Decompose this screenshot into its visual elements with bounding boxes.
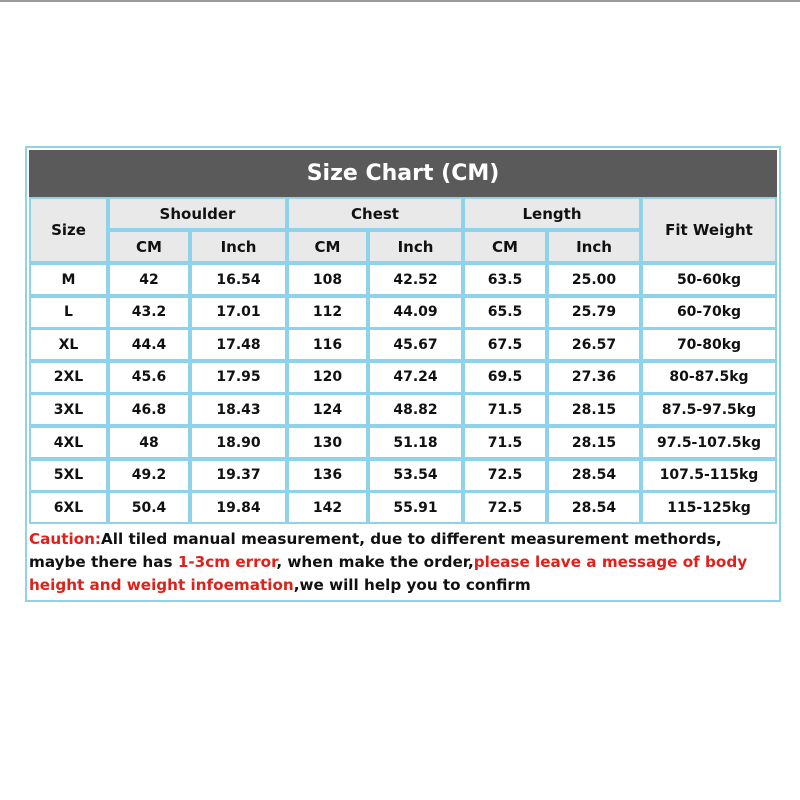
- chest-inch-cell: 42.52: [368, 263, 463, 296]
- chest-cm-cell: 120: [287, 361, 368, 394]
- caution-note: [29, 524, 777, 598]
- header-shoulder-cm: CM: [108, 230, 190, 263]
- size-cell: 6XL: [29, 491, 108, 524]
- caution-label: Caution:: [29, 530, 101, 548]
- length-cm-cell: 72.5: [463, 491, 547, 524]
- length-cm-cell: 71.5: [463, 426, 547, 459]
- length-cm-cell: 67.5: [463, 328, 547, 361]
- size-cell: L: [29, 296, 108, 329]
- size-cell: XL: [29, 328, 108, 361]
- chest-inch-cell: 48.82: [368, 393, 463, 426]
- chest-cm-cell: 142: [287, 491, 368, 524]
- chest-inch-cell: 47.24: [368, 361, 463, 394]
- length-cm-cell: 69.5: [463, 361, 547, 394]
- shoulder-cm-cell: 43.2: [108, 296, 190, 329]
- shoulder-inch-cell: 19.37: [190, 459, 287, 492]
- length-inch-cell: 28.15: [547, 426, 641, 459]
- header-length-cm: CM: [463, 230, 547, 263]
- top-divider: [0, 0, 800, 2]
- size-cell: M: [29, 263, 108, 296]
- size-chart: [25, 146, 781, 602]
- shoulder-cm-cell: 42: [108, 263, 190, 296]
- chest-inch-cell: 55.91: [368, 491, 463, 524]
- header-shoulder: Shoulder: [108, 197, 287, 230]
- shoulder-inch-cell: 17.01: [190, 296, 287, 329]
- shoulder-cm-cell: 45.6: [108, 361, 190, 394]
- chest-inch-cell: 44.09: [368, 296, 463, 329]
- chest-inch-cell: 51.18: [368, 426, 463, 459]
- shoulder-inch-cell: 16.54: [190, 263, 287, 296]
- header-length-inch: Inch: [547, 230, 641, 263]
- length-cm-cell: 72.5: [463, 459, 547, 492]
- shoulder-inch-cell: 17.48: [190, 328, 287, 361]
- chest-cm-cell: 116: [287, 328, 368, 361]
- chest-cm-cell: 130: [287, 426, 368, 459]
- length-inch-cell: 27.36: [547, 361, 641, 394]
- error-range: 1-3cm error: [177, 553, 277, 571]
- length-cm-cell: 65.5: [463, 296, 547, 329]
- fit-weight-cell: 50-60kg: [641, 263, 777, 296]
- fit-weight-cell: 87.5-97.5kg: [641, 393, 777, 426]
- shoulder-cm-cell: 49.2: [108, 459, 190, 492]
- header-shoulder-inch: Inch: [190, 230, 287, 263]
- header-length: Length: [463, 197, 641, 230]
- fit-weight-cell: 115-125kg: [641, 491, 777, 524]
- fit-weight-cell: 80-87.5kg: [641, 361, 777, 394]
- size-cell: 2XL: [29, 361, 108, 394]
- header-size: Size: [29, 197, 108, 263]
- size-chart-title: Size Chart (CM): [29, 150, 777, 197]
- chest-inch-cell: 45.67: [368, 328, 463, 361]
- fit-weight-cell: 70-80kg: [641, 328, 777, 361]
- shoulder-inch-cell: 19.84: [190, 491, 287, 524]
- chest-cm-cell: 136: [287, 459, 368, 492]
- length-inch-cell: 28.54: [547, 491, 641, 524]
- shoulder-inch-cell: 18.90: [190, 426, 287, 459]
- shoulder-cm-cell: 48: [108, 426, 190, 459]
- fit-weight-cell: 107.5-115kg: [641, 459, 777, 492]
- shoulder-cm-cell: 44.4: [108, 328, 190, 361]
- caution-text-3: ,we will help you to confirm: [293, 576, 531, 594]
- size-cell: 4XL: [29, 426, 108, 459]
- length-inch-cell: 25.79: [547, 296, 641, 329]
- header-fit-weight: Fit Weight: [641, 197, 777, 263]
- header-chest-inch: Inch: [368, 230, 463, 263]
- length-inch-cell: 26.57: [547, 328, 641, 361]
- size-cell: 3XL: [29, 393, 108, 426]
- length-inch-cell: 28.15: [547, 393, 641, 426]
- fit-weight-cell: 97.5-107.5kg: [641, 426, 777, 459]
- fit-weight-cell: 60-70kg: [641, 296, 777, 329]
- length-inch-cell: 25.00: [547, 263, 641, 296]
- shoulder-cm-cell: 50.4: [108, 491, 190, 524]
- size-cell: 5XL: [29, 459, 108, 492]
- length-cm-cell: 63.5: [463, 263, 547, 296]
- shoulder-cm-cell: 46.8: [108, 393, 190, 426]
- header-chest: Chest: [287, 197, 463, 230]
- shoulder-inch-cell: 17.95: [190, 361, 287, 394]
- message-request: please leave a message of body height and weight infoemation: [29, 553, 748, 594]
- shoulder-inch-cell: 18.43: [190, 393, 287, 426]
- chest-cm-cell: 108: [287, 263, 368, 296]
- chest-inch-cell: 53.54: [368, 459, 463, 492]
- caution-text-1: All tiled manual measurement, due to different measurement methords, maybe there has: [29, 530, 722, 571]
- chest-cm-cell: 112: [287, 296, 368, 329]
- length-inch-cell: 28.54: [547, 459, 641, 492]
- length-cm-cell: 71.5: [463, 393, 547, 426]
- caution-text-2: , when make the order,: [276, 553, 474, 571]
- chest-cm-cell: 124: [287, 393, 368, 426]
- header-chest-cm: CM: [287, 230, 368, 263]
